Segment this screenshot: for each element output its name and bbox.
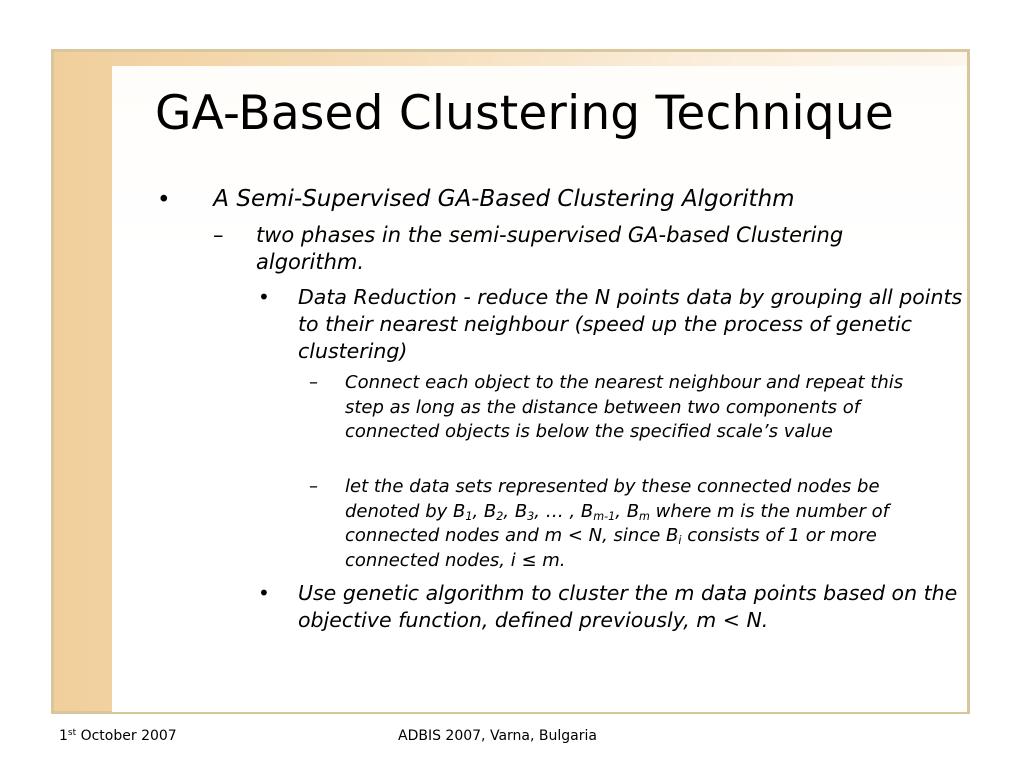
text-run: , B xyxy=(472,500,497,522)
dash-marker: – xyxy=(213,223,224,247)
subscript: 1 xyxy=(465,509,473,523)
text-run: where m is the number of connected nodes and m < N, since B xyxy=(345,500,889,546)
subscript: m-1 xyxy=(593,509,616,523)
subscript: i xyxy=(678,533,682,547)
bullet-text: two phases in the semi-supervised GA-based Clustering algorithm. xyxy=(256,223,844,274)
footer-date-day: 1 xyxy=(59,728,68,744)
text-run: , B xyxy=(615,500,640,522)
bullet-text: Use genetic algorithm to cluster the m data points based on the objective function, defined previously, m < N. xyxy=(298,581,958,632)
bullet-text: Data Reduction - reduce the N points data by grouping all points to their nearest neighbour (speed up the process of genetic clustering) xyxy=(298,285,963,363)
dash-marker: – xyxy=(309,372,318,393)
bullet-text: A Semi-Supervised GA-Based Clustering Algorithm xyxy=(206,186,795,212)
dash-marker: – xyxy=(309,476,318,497)
text-run: , … , B xyxy=(534,500,594,522)
subscript: 3 xyxy=(527,509,535,523)
footer-date xyxy=(59,728,177,744)
bullet-marker: • xyxy=(258,581,270,605)
bullet-text xyxy=(345,475,949,573)
text-run: , B xyxy=(503,500,528,522)
bullet-marker: • xyxy=(157,187,171,213)
footer-date-rest: October 2007 xyxy=(76,728,177,744)
bullet-marker: • xyxy=(258,285,270,309)
footer-date-suffix: st xyxy=(67,728,77,738)
bullet-text: Connect each object to the nearest neighbour and repeat this step as long as the distance between two components of connected objects is below the specified scale’s value xyxy=(345,372,904,442)
subscript: m xyxy=(639,509,650,523)
text-run: consists of 1 or more connected nodes, i ≤ m. xyxy=(345,525,877,571)
slide-title: GA-Based Clustering Technique xyxy=(155,86,894,141)
footer-venue: ADBIS 2007, Varna, Bulgaria xyxy=(398,728,597,744)
text-run: let the data sets represented by these connected nodes be denoted by B xyxy=(345,476,880,522)
subscript: 2 xyxy=(496,509,504,523)
